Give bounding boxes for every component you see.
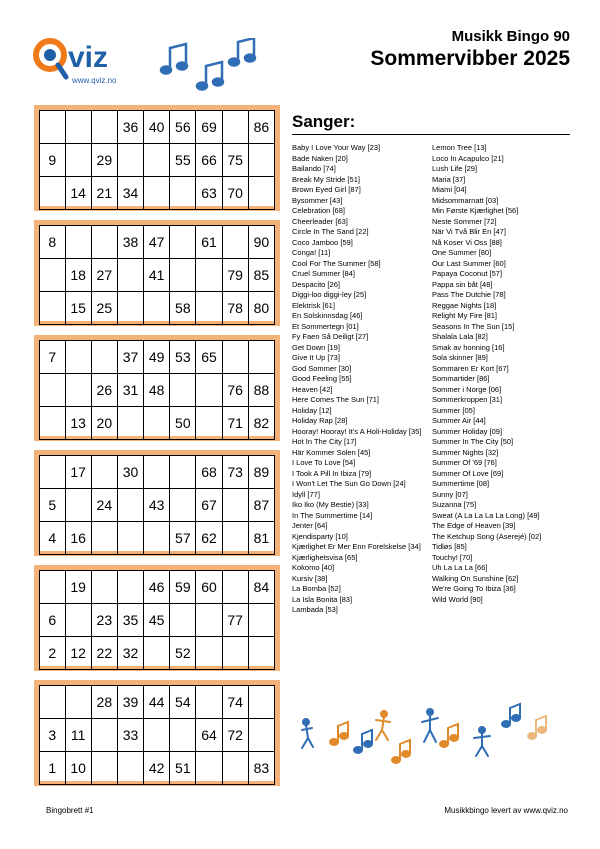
- song-item: Kjendisparty [10]: [292, 531, 348, 541]
- song-item: Seasons In The Sun [15]: [432, 321, 515, 331]
- song-item: Touchy! [70]: [432, 552, 473, 562]
- card-cell: 35: [117, 604, 143, 637]
- card-cell: [91, 341, 117, 374]
- card-cell: 77: [222, 604, 248, 637]
- card-cell: 11: [65, 719, 91, 752]
- card-cell: 53: [170, 341, 196, 374]
- card-cell: [170, 374, 196, 407]
- card-cell: [144, 637, 170, 670]
- card-cell: [196, 407, 222, 440]
- card-cell: 22: [91, 637, 117, 670]
- song-item: Min Første Kjærlighet [56]: [432, 206, 519, 215]
- song-item: Sweat (A La La La La Long) [49]: [432, 510, 540, 520]
- svg-text:viz: viz: [68, 41, 109, 74]
- card-cell: [144, 177, 170, 210]
- card-cell: [65, 341, 91, 374]
- card-cell: [144, 522, 170, 555]
- song-item: La Isla Bonita [83]: [292, 594, 353, 604]
- card-cell: [144, 292, 170, 325]
- bingo-card-1: [34, 105, 280, 211]
- card-cell: 40: [144, 111, 170, 144]
- card-cell: 25: [91, 292, 117, 325]
- card-cell: 83: [248, 752, 274, 785]
- card-cell: [40, 571, 66, 604]
- song-item: Summer Nights [32]: [432, 447, 499, 457]
- card-cell: [222, 226, 248, 259]
- card-cell: [40, 292, 66, 325]
- card-cell: 58: [170, 292, 196, 325]
- card-cell: [222, 571, 248, 604]
- card-cell: [170, 259, 196, 292]
- card-cell: 33: [117, 719, 143, 752]
- card-cell: 24: [91, 489, 117, 522]
- card-cell: [91, 752, 117, 785]
- card-cell: [91, 226, 117, 259]
- card-cell: 8: [40, 226, 66, 259]
- song-item: Bade Naken [20]: [292, 153, 348, 163]
- card-cell: [40, 111, 66, 144]
- card-cell: [222, 522, 248, 555]
- song-item: We're Going To Ibiza [36]: [432, 584, 516, 593]
- card-cell: [65, 604, 91, 637]
- song-item: Idyll [77]: [292, 489, 320, 499]
- card-cell: 23: [91, 604, 117, 637]
- song-item: Good Feeling [55]: [292, 374, 352, 383]
- card-cell: 7: [40, 341, 66, 374]
- card-cell: 68: [196, 456, 222, 489]
- card-cell: [170, 604, 196, 637]
- card-cell: 31: [117, 374, 143, 407]
- dancing-notes-illustration: [296, 700, 556, 772]
- card-cell: 10: [65, 752, 91, 785]
- card-cell: 85: [248, 259, 274, 292]
- card-cell: [170, 489, 196, 522]
- card-cell: 86: [248, 111, 274, 144]
- song-list-right: [432, 143, 541, 605]
- card-cell: [65, 489, 91, 522]
- card-cell: [222, 111, 248, 144]
- bingo-card-3: [34, 335, 280, 441]
- card-cell: 4: [40, 522, 66, 555]
- song-item: Iko Iko (My Bestie) [33]: [292, 500, 369, 509]
- card-cell: 17: [65, 456, 91, 489]
- card-cell: 56: [170, 111, 196, 144]
- card-cell: [91, 571, 117, 604]
- song-list-left: [292, 143, 421, 616]
- card-cell: [248, 341, 274, 374]
- card-cell: 18: [65, 259, 91, 292]
- card-cell: 55: [170, 144, 196, 177]
- song-item: En Solskinnsdag [46]: [292, 311, 363, 320]
- card-cell: 30: [117, 456, 143, 489]
- card-cell: 72: [222, 719, 248, 752]
- card-cell: [40, 407, 66, 440]
- card-cell: 26: [91, 374, 117, 407]
- card-cell: [40, 259, 66, 292]
- card-cell: [91, 522, 117, 555]
- song-item: Despacito [26]: [292, 279, 340, 289]
- bingo-card-4: [34, 450, 280, 556]
- card-cell: [222, 752, 248, 785]
- card-cell: [91, 719, 117, 752]
- divider: [292, 134, 570, 135]
- card-cell: 46: [144, 571, 170, 604]
- song-item: God Sommer [30]: [292, 363, 352, 373]
- song-item: The Ketchup Song (Aserejé) [02]: [432, 531, 542, 541]
- song-item: Sommartider [86]: [432, 374, 490, 383]
- song-item: Shalala Lala [82]: [432, 332, 488, 341]
- song-item: Hot In The City [17]: [292, 437, 357, 446]
- card-cell: [196, 374, 222, 407]
- card-cell: 70: [222, 177, 248, 210]
- card-cell: [222, 637, 248, 670]
- card-cell: [117, 522, 143, 555]
- card-cell: 28: [91, 686, 117, 719]
- song-item: Holiday [12]: [292, 405, 332, 415]
- card-cell: [196, 686, 222, 719]
- card-cell: 84: [248, 571, 274, 604]
- card-cell: [144, 144, 170, 177]
- card-cell: [170, 719, 196, 752]
- song-item: Conga! [11]: [292, 248, 331, 257]
- card-cell: 45: [144, 604, 170, 637]
- card-cell: 65: [196, 341, 222, 374]
- card-cell: 15: [65, 292, 91, 325]
- card-cell: 63: [196, 177, 222, 210]
- song-item: Here Comes The Sun [71]: [292, 395, 379, 404]
- card-cell: 47: [144, 226, 170, 259]
- card-cell: 41: [144, 259, 170, 292]
- logo-url: www.qviz.no: [72, 76, 117, 85]
- card-cell: [222, 341, 248, 374]
- card-cell: 14: [65, 177, 91, 210]
- song-item: Bailando [74]: [292, 164, 336, 173]
- song-item: Brown Eyed Girl [87]: [292, 185, 361, 194]
- card-cell: [40, 686, 66, 719]
- song-item: Sommerkroppen [31]: [432, 395, 503, 404]
- song-item: Lush Life [29]: [432, 164, 478, 173]
- card-cell: [65, 686, 91, 719]
- song-item: Our Last Summer [60]: [432, 258, 506, 268]
- card-cell: 34: [117, 177, 143, 210]
- card-cell: [196, 752, 222, 785]
- card-cell: 2: [40, 637, 66, 670]
- card-cell: 12: [65, 637, 91, 670]
- card-cell: 71: [222, 407, 248, 440]
- song-item: Holiday Rap [28]: [292, 416, 348, 425]
- song-item: Walking On Sunshine [62]: [432, 573, 519, 583]
- card-cell: 59: [170, 571, 196, 604]
- card-cell: 60: [196, 571, 222, 604]
- card-cell: [117, 752, 143, 785]
- qviz-logo: [32, 33, 142, 93]
- song-item: Summer In The City [50]: [432, 437, 514, 446]
- card-cell: 82: [248, 407, 274, 440]
- song-item: Kjærlighet Er Mer Enn Forelskelse [34]: [292, 542, 421, 551]
- card-cell: 21: [91, 177, 117, 210]
- song-item: Relight My Fire [81]: [432, 311, 498, 320]
- song-item: Fy Faen Så Deiligt [27]: [292, 332, 369, 341]
- song-item: Lemon Tree [13]: [432, 143, 487, 152]
- card-cell: 6: [40, 604, 66, 637]
- song-item: Heaven [42]: [292, 384, 333, 394]
- card-cell: [196, 259, 222, 292]
- card-cell: 48: [144, 374, 170, 407]
- card-cell: 69: [196, 111, 222, 144]
- card-cell: 66: [196, 144, 222, 177]
- title-block: [370, 28, 570, 72]
- song-item: Kokomo [40]: [292, 563, 335, 572]
- card-cell: 50: [170, 407, 196, 440]
- song-item: La Bomba [52]: [292, 584, 341, 593]
- card-cell: [40, 456, 66, 489]
- card-cell: 44: [144, 686, 170, 719]
- card-cell: 29: [91, 144, 117, 177]
- song-item: Summer Of Love [69]: [432, 468, 504, 478]
- card-cell: [196, 604, 222, 637]
- card-cell: [222, 489, 248, 522]
- song-item: Neste Sommer [72]: [432, 216, 497, 226]
- song-item: Et Sommertegn [01]: [292, 321, 359, 331]
- board-number: Bingobrett #1: [46, 806, 94, 815]
- song-item: Sunny [07]: [432, 489, 468, 499]
- song-item: I Won't Let The Sun Go Down [24]: [292, 479, 406, 488]
- card-cell: [170, 177, 196, 210]
- card-cell: 80: [248, 292, 274, 325]
- song-item: Sommer i Norge [06]: [432, 384, 502, 394]
- card-cell: [117, 571, 143, 604]
- song-item: Uh La La La [66]: [432, 563, 488, 572]
- song-item: Tidløs [85]: [432, 542, 467, 551]
- song-item: Wild World [90]: [432, 594, 483, 604]
- card-cell: [144, 719, 170, 752]
- card-cell: 67: [196, 489, 222, 522]
- song-item: Kjærlighetsvisa [65]: [292, 552, 358, 562]
- card-cell: 64: [196, 719, 222, 752]
- song-item: Summer Holiday [09]: [432, 426, 503, 436]
- song-item: One Summer [80]: [432, 248, 492, 257]
- card-cell: [65, 226, 91, 259]
- card-cell: [117, 407, 143, 440]
- song-item: Give It Up [73]: [292, 353, 340, 362]
- song-item: Nå Koser Vi Oss [88]: [432, 237, 502, 247]
- card-cell: [248, 686, 274, 719]
- song-item: Miami [04]: [432, 185, 467, 194]
- song-item: Sola skinner [89]: [432, 353, 488, 362]
- card-cell: [40, 177, 66, 210]
- card-cell: 88: [248, 374, 274, 407]
- song-item: Summer [05]: [432, 405, 475, 415]
- card-cell: 27: [91, 259, 117, 292]
- card-cell: 52: [170, 637, 196, 670]
- game-title: Musikk Bingo 90: [451, 28, 570, 45]
- card-cell: [65, 111, 91, 144]
- card-cell: [248, 144, 274, 177]
- card-cell: [144, 407, 170, 440]
- card-cell: 73: [222, 456, 248, 489]
- song-item: När Vi Två Blir En [47]: [432, 227, 506, 236]
- music-notes-icon: [158, 38, 268, 98]
- card-cell: 37: [117, 341, 143, 374]
- card-cell: 49: [144, 341, 170, 374]
- card-cell: 76: [222, 374, 248, 407]
- card-cell: [91, 111, 117, 144]
- card-cell: [248, 604, 274, 637]
- song-item: Diggi-loo diggi-ley [25]: [292, 290, 367, 299]
- card-cell: [248, 177, 274, 210]
- song-item: Här Kommer Solen [45]: [292, 447, 371, 457]
- card-cell: 43: [144, 489, 170, 522]
- card-cell: 36: [117, 111, 143, 144]
- song-item: Reggae Nights [18]: [432, 300, 497, 310]
- card-cell: [170, 226, 196, 259]
- card-cell: 87: [248, 489, 274, 522]
- bingo-card-5: [34, 565, 280, 671]
- card-cell: [40, 374, 66, 407]
- card-cell: 1: [40, 752, 66, 785]
- card-cell: 19: [65, 571, 91, 604]
- song-item: Cruel Summer [84]: [292, 269, 355, 278]
- card-cell: 74: [222, 686, 248, 719]
- song-item: In The Summertime [14]: [292, 510, 373, 520]
- card-cell: [170, 456, 196, 489]
- card-cell: 81: [248, 522, 274, 555]
- song-item: Summertime [08]: [432, 479, 490, 488]
- card-cell: [117, 259, 143, 292]
- song-item: Pappa sin båt [48]: [432, 279, 493, 289]
- card-cell: 38: [117, 226, 143, 259]
- bingo-card-2: [34, 220, 280, 326]
- song-item: Loco In Acapulco [21]: [432, 153, 504, 163]
- song-item: Papaya Coconut [57]: [432, 269, 503, 278]
- card-cell: 61: [196, 226, 222, 259]
- card-cell: 39: [117, 686, 143, 719]
- song-item: Smak av honning [16]: [432, 342, 505, 352]
- card-cell: [65, 374, 91, 407]
- song-item: Coco Jamboo [59]: [292, 237, 353, 247]
- card-cell: 57: [170, 522, 196, 555]
- song-item: Circle In The Sand [22]: [292, 227, 369, 236]
- song-item: Bysommer [43]: [292, 195, 343, 205]
- song-item: I Took A Pill In Ibiza [79]: [292, 468, 372, 478]
- song-item: I Love To Love [54]: [292, 458, 356, 467]
- song-item: Elektrisk [61]: [292, 300, 335, 310]
- songs-heading: Sanger:: [292, 112, 356, 131]
- card-cell: 16: [65, 522, 91, 555]
- card-cell: 75: [222, 144, 248, 177]
- song-item: Cheerleader [63]: [292, 216, 348, 226]
- song-item: Celebration [68]: [292, 206, 345, 215]
- card-cell: 78: [222, 292, 248, 325]
- song-item: Summer Air [44]: [432, 416, 486, 425]
- song-item: Jenter [64]: [292, 521, 328, 530]
- card-cell: 54: [170, 686, 196, 719]
- card-cell: [65, 144, 91, 177]
- song-item: Maria [37]: [432, 174, 466, 184]
- card-cell: [117, 144, 143, 177]
- card-cell: 42: [144, 752, 170, 785]
- song-item: Lambada [53]: [292, 605, 338, 614]
- card-cell: 90: [248, 226, 274, 259]
- song-item: Break My Stride [51]: [292, 174, 360, 184]
- song-item: Pass The Dutchie [78]: [432, 290, 506, 299]
- provider-credit: Musikkbingo levert av www.qviz.no: [444, 806, 568, 815]
- card-cell: [117, 292, 143, 325]
- card-cell: 62: [196, 522, 222, 555]
- card-cell: [248, 637, 274, 670]
- card-cell: [144, 456, 170, 489]
- card-cell: 3: [40, 719, 66, 752]
- card-cell: [91, 456, 117, 489]
- song-item: Kursiv [38]: [292, 573, 328, 583]
- song-item: Baby I Love Your Way [23]: [292, 143, 381, 152]
- card-cell: 89: [248, 456, 274, 489]
- theme-title: Sommervibber 2025: [370, 47, 570, 70]
- song-item: Sommaren Er Kort [67]: [432, 363, 509, 373]
- song-item: Suzanna [75]: [432, 500, 477, 509]
- card-cell: [196, 637, 222, 670]
- song-item: Hooray! Hooray! It's A Holi-Holiday [35]: [292, 426, 422, 436]
- card-cell: 79: [222, 259, 248, 292]
- card-cell: 51: [170, 752, 196, 785]
- song-item: The Edge of Heaven [39]: [432, 521, 516, 530]
- card-cell: [117, 489, 143, 522]
- card-cell: [196, 292, 222, 325]
- card-cell: 32: [117, 637, 143, 670]
- song-item: Get Down [19]: [292, 342, 340, 352]
- song-item: Midsommarnatt [03]: [432, 195, 499, 205]
- card-cell: 9: [40, 144, 66, 177]
- bingo-card-6: [34, 680, 280, 786]
- card-cell: 13: [65, 407, 91, 440]
- song-item: Summer Of '69 [76]: [432, 458, 497, 467]
- card-cell: [248, 719, 274, 752]
- card-cell: 20: [91, 407, 117, 440]
- song-item: Cool For The Summer [58]: [292, 258, 381, 268]
- card-cell: 5: [40, 489, 66, 522]
